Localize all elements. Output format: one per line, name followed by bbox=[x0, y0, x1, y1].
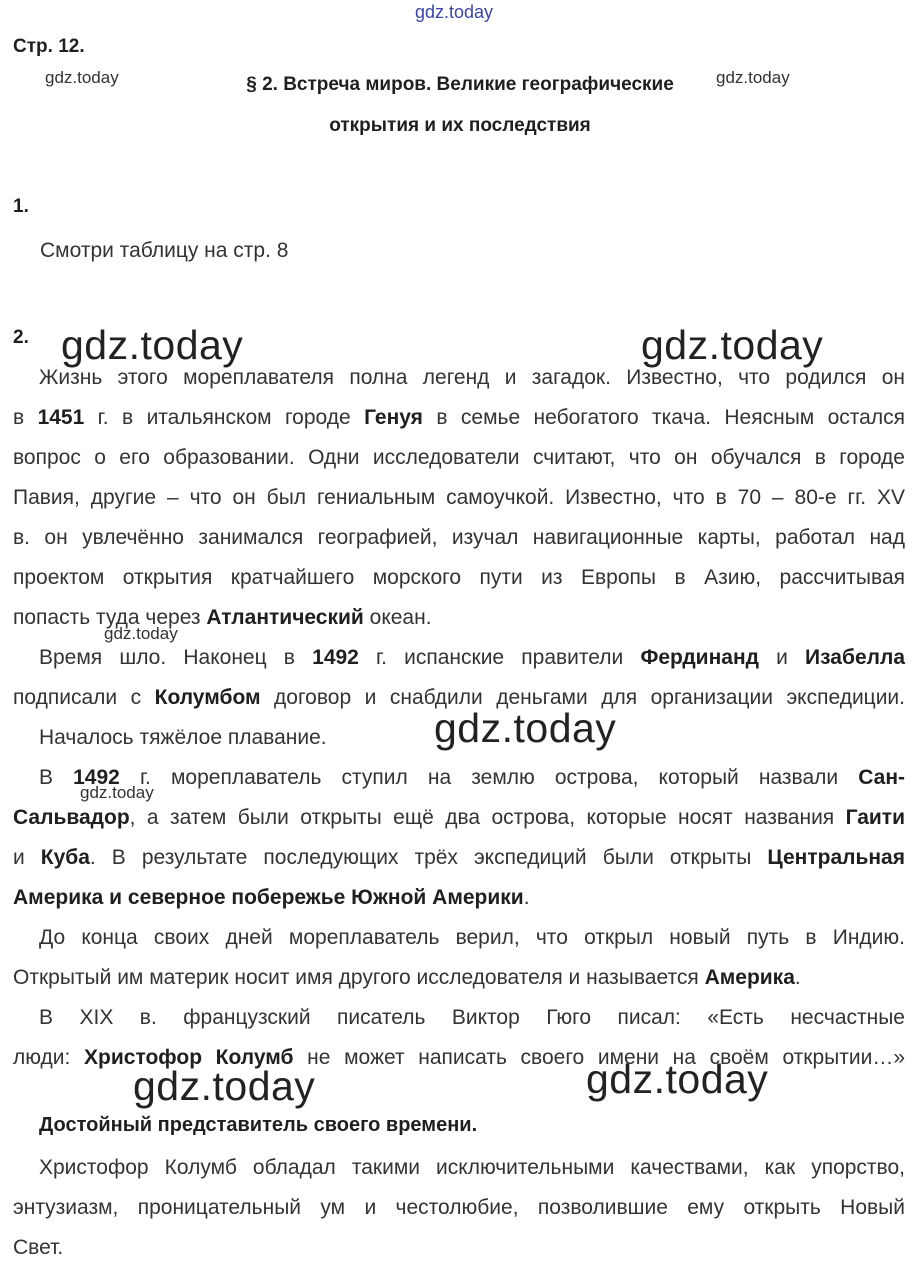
bold-text: Центральная bbox=[767, 846, 905, 869]
watermark-small: gdz.today bbox=[45, 68, 119, 87]
text-span: , а затем были открыты ещё два острова, которые носят названия bbox=[129, 806, 846, 829]
text-span: До конца своих дней мореплаватель верил, что открыл новый путь в Индию. bbox=[39, 926, 905, 949]
text-span: В bbox=[39, 766, 74, 789]
watermark-small: gdz.today bbox=[80, 783, 154, 802]
text-span: Время шло. Наконец в bbox=[39, 646, 313, 669]
text-line bbox=[13, 1148, 905, 1188]
text-line bbox=[13, 718, 905, 758]
text-line bbox=[13, 1188, 905, 1228]
text-line bbox=[13, 1038, 905, 1078]
bold-text: Гаити bbox=[845, 806, 905, 829]
text-span: в семье небогатого ткача. Неясным остался bbox=[422, 406, 905, 429]
text-span: В XIX в. французский писатель Виктор Гюго писал: «Есть несчастные bbox=[39, 1006, 905, 1029]
watermark-small: gdz.today bbox=[104, 624, 178, 643]
text-span: не может написать своего имени на своём открытии…» bbox=[293, 1046, 906, 1069]
bold-text: Америка и северное побережье Южной Америки bbox=[13, 886, 524, 909]
text-span: Открытый им материк носит имя другого исследователя и называется bbox=[13, 966, 705, 989]
watermark-large: gdz.today bbox=[586, 1056, 769, 1102]
text-span: вопрос о его образовании. Одни исследователи считают, что он обучался в городе bbox=[13, 446, 905, 469]
bold-text: 1492 bbox=[312, 646, 359, 669]
text-line bbox=[13, 438, 905, 478]
text-span: попасть туда через bbox=[13, 606, 207, 629]
text-line bbox=[13, 358, 905, 398]
text-span: . bbox=[794, 966, 801, 989]
section-title-line1: § 2. Встреча миров. Великие географические bbox=[246, 74, 674, 95]
task-number-2: 2. bbox=[13, 327, 29, 348]
text-span: Павия, другие – что он был гениальным самоучкой. Известно, что в 70 – 80-е гг. XV bbox=[13, 486, 905, 509]
watermark-top: gdz.today bbox=[415, 2, 494, 22]
text-span: . bbox=[523, 886, 530, 909]
bold-text: Генуя bbox=[364, 406, 423, 429]
text-line bbox=[13, 758, 905, 798]
text-span: энтузиазм, проницательный ум и честолюбие, позволившие ему открыть Новый bbox=[13, 1196, 905, 1219]
bold-text: Сан- bbox=[858, 766, 906, 789]
section-title-line2: открытия и их последствия bbox=[329, 115, 591, 136]
watermark-large: gdz.today bbox=[434, 705, 617, 751]
text-span: подписали с bbox=[13, 686, 155, 709]
watermark-large: gdz.today bbox=[61, 322, 244, 368]
text-line bbox=[13, 838, 905, 878]
text-span: договор и снабдили деньгами для организации экспедиции. bbox=[260, 686, 906, 709]
bold-text: Изабелла bbox=[805, 646, 905, 669]
bold-text: Сальвадор bbox=[13, 806, 130, 829]
text-line bbox=[13, 798, 905, 838]
subheading: Достойный представитель своего времени. bbox=[39, 1114, 478, 1136]
text-line bbox=[13, 558, 905, 598]
text-span: в. он увлечённо занимался географией, изучал навигационные карты, работал над bbox=[13, 526, 905, 549]
text-span: Христофор Колумб обладал такими исключительными качествами, как упорство, bbox=[39, 1156, 905, 1179]
text-span: и bbox=[13, 846, 41, 869]
watermark-large: gdz.today bbox=[641, 322, 824, 368]
task1-text: Смотри таблицу на стр. 8 bbox=[40, 239, 289, 262]
watermark-large: gdz.today bbox=[133, 1063, 316, 1109]
text-line bbox=[13, 598, 905, 638]
text-line bbox=[13, 478, 905, 518]
text-span: в bbox=[13, 406, 38, 429]
text-line bbox=[13, 878, 905, 918]
text-span: и bbox=[758, 646, 806, 669]
watermark-small: gdz.today bbox=[716, 68, 790, 87]
page-label: Стр. 12. bbox=[13, 36, 85, 57]
text-span: Свет. bbox=[13, 1236, 64, 1259]
text-line bbox=[13, 518, 905, 558]
bold-text: Америка bbox=[704, 966, 795, 989]
bold-text: Фердинанд bbox=[640, 646, 759, 669]
bold-text: 1451 bbox=[37, 406, 85, 429]
text-line bbox=[13, 998, 905, 1038]
text-span: г. мореплаватель ступил на землю острова, который назвали bbox=[119, 766, 859, 789]
text-line bbox=[13, 1228, 905, 1268]
text-span: проектом открытия кратчайшего морского пути из Европы в Азию, рассчитывая bbox=[13, 566, 905, 589]
text-span: Жизнь этого мореплавателя полна легенд и загадок. Известно, что родился он bbox=[39, 366, 905, 389]
text-line bbox=[13, 398, 905, 438]
text-line bbox=[13, 638, 905, 678]
task2-body bbox=[13, 358, 905, 1078]
bold-text: 1492 bbox=[73, 766, 120, 789]
task-number-1: 1. bbox=[13, 196, 29, 217]
text-span: океан. bbox=[363, 606, 432, 629]
text-line bbox=[13, 678, 905, 718]
text-span: люди: bbox=[13, 1046, 85, 1069]
bold-text: Куба bbox=[40, 846, 90, 869]
task2-conclusion bbox=[13, 1148, 905, 1268]
text-span: г. испанские правители bbox=[358, 646, 641, 669]
text-span: г. в итальянском городе bbox=[84, 406, 365, 429]
text-span: . В результате последующих трёх экспедиций были открыты bbox=[89, 846, 768, 869]
bold-text: Колумбом bbox=[154, 686, 261, 709]
bold-text: Атлантический bbox=[206, 606, 364, 629]
bold-text: Христофор Колумб bbox=[84, 1046, 294, 1069]
text-line bbox=[13, 958, 905, 998]
text-span: Началось тяжёлое плавание. bbox=[39, 726, 327, 749]
text-line bbox=[13, 918, 905, 958]
